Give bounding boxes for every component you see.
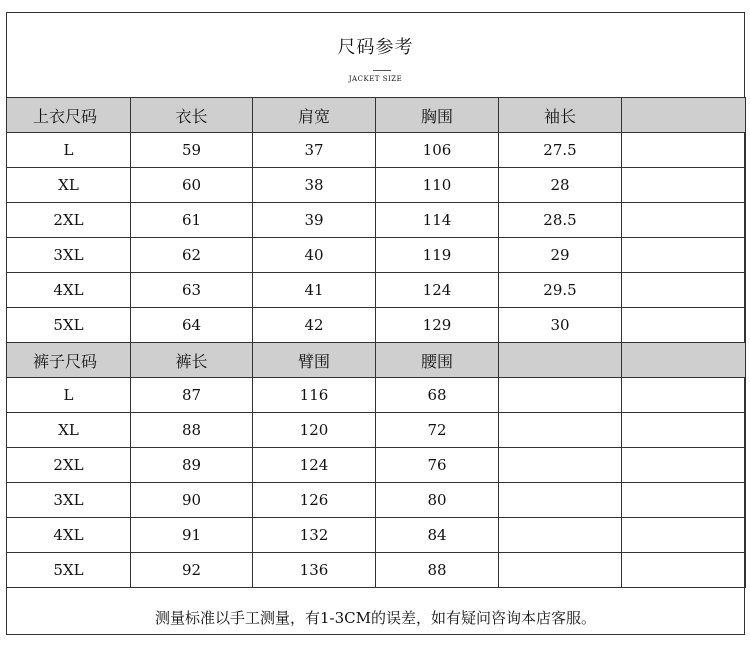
- table-cell: 90: [131, 483, 253, 518]
- table-cell: [622, 518, 746, 553]
- pants-header-row: [7, 343, 746, 378]
- table-cell: 68: [376, 378, 499, 413]
- table-cell: 4XL: [7, 518, 131, 553]
- jacket-header-row: [7, 98, 746, 133]
- title-divider: [373, 70, 391, 71]
- table-cell: [622, 448, 746, 483]
- table-cell: 64: [131, 308, 253, 343]
- table-cell: [499, 413, 622, 448]
- table-cell: 29.5: [499, 273, 622, 308]
- table-cell: 40: [253, 238, 376, 273]
- table-cell: L: [7, 378, 131, 413]
- table-cell: [622, 133, 746, 168]
- table-cell: L: [7, 133, 131, 168]
- table-cell: 80: [376, 483, 499, 518]
- table-cell: 28.5: [499, 203, 622, 238]
- table-cell: [622, 168, 746, 203]
- table-cell: [499, 483, 622, 518]
- table-cell: 132: [253, 518, 376, 553]
- title-block: [7, 13, 744, 97]
- table-cell: [622, 273, 746, 308]
- header-cell: [499, 343, 622, 378]
- table-cell: 91: [131, 518, 253, 553]
- jacket-row: [7, 133, 746, 168]
- table-cell: 88: [376, 553, 499, 588]
- table-cell: 72: [376, 413, 499, 448]
- table-cell: 39: [253, 203, 376, 238]
- table-cell: 126: [253, 483, 376, 518]
- pants-row: [7, 378, 746, 413]
- table-cell: [622, 203, 746, 238]
- table-cell: 59: [131, 133, 253, 168]
- table-cell: 60: [131, 168, 253, 203]
- table-cell: 120: [253, 413, 376, 448]
- header-cell: 腰围: [376, 343, 499, 378]
- table-cell: [499, 448, 622, 483]
- table-cell: 5XL: [7, 553, 131, 588]
- pants-row: [7, 553, 746, 588]
- table-cell: 124: [253, 448, 376, 483]
- header-cell: 胸围: [376, 98, 499, 133]
- pants-row: [7, 518, 746, 553]
- jacket-row: [7, 203, 746, 238]
- header-cell: 臂围: [253, 343, 376, 378]
- chart-subtitle: JACKET SIZE: [348, 75, 403, 83]
- table-cell: 4XL: [7, 273, 131, 308]
- table-cell: [622, 413, 746, 448]
- size-table: [6, 97, 746, 588]
- table-cell: 37: [253, 133, 376, 168]
- table-cell: XL: [7, 413, 131, 448]
- table-cell: 114: [376, 203, 499, 238]
- header-cell: 袖长: [499, 98, 622, 133]
- table-cell: 5XL: [7, 308, 131, 343]
- table-cell: 119: [376, 238, 499, 273]
- table-cell: 3XL: [7, 483, 131, 518]
- pants-row: [7, 448, 746, 483]
- table-cell: [622, 238, 746, 273]
- table-cell: 61: [131, 203, 253, 238]
- header-cell: [622, 343, 746, 378]
- table-cell: 92: [131, 553, 253, 588]
- table-cell: [499, 378, 622, 413]
- table-cell: 41: [253, 273, 376, 308]
- header-cell: 裤长: [131, 343, 253, 378]
- table-cell: 84: [376, 518, 499, 553]
- table-cell: 89: [131, 448, 253, 483]
- table-cell: [622, 483, 746, 518]
- table-cell: [622, 308, 746, 343]
- table-cell: 2XL: [7, 448, 131, 483]
- table-cell: 87: [131, 378, 253, 413]
- jacket-row: [7, 273, 746, 308]
- measurement-note: 测量标准以手工测量，有1-3CM的误差，如有疑问咨询本店客服。: [155, 609, 596, 627]
- table-cell: 3XL: [7, 238, 131, 273]
- table-cell: 38: [253, 168, 376, 203]
- jacket-row: [7, 308, 746, 343]
- table-cell: 28: [499, 168, 622, 203]
- header-cell: 肩宽: [253, 98, 376, 133]
- table-cell: 116: [253, 378, 376, 413]
- table-cell: 124: [376, 273, 499, 308]
- jacket-row: [7, 168, 746, 203]
- table-cell: 110: [376, 168, 499, 203]
- table-cell: 42: [253, 308, 376, 343]
- table-cell: 29: [499, 238, 622, 273]
- table-cell: [499, 518, 622, 553]
- pants-row: [7, 483, 746, 518]
- jacket-row: [7, 238, 746, 273]
- table-cell: [499, 553, 622, 588]
- pants-row: [7, 413, 746, 448]
- table-cell: 136: [253, 553, 376, 588]
- chart-title: 尺码参考: [337, 37, 414, 58]
- header-cell: 上衣尺码: [7, 98, 131, 133]
- header-cell: 衣长: [131, 98, 253, 133]
- header-cell: [622, 98, 746, 133]
- header-cell: 裤子尺码: [7, 343, 131, 378]
- table-cell: 2XL: [7, 203, 131, 238]
- table-cell: [622, 553, 746, 588]
- table-cell: 76: [376, 448, 499, 483]
- table-cell: 63: [131, 273, 253, 308]
- table-cell: 88: [131, 413, 253, 448]
- table-cell: [622, 378, 746, 413]
- table-cell: 106: [376, 133, 499, 168]
- table-cell: 129: [376, 308, 499, 343]
- table-cell: 30: [499, 308, 622, 343]
- table-cell: 62: [131, 238, 253, 273]
- table-cell: XL: [7, 168, 131, 203]
- table-cell: 27.5: [499, 133, 622, 168]
